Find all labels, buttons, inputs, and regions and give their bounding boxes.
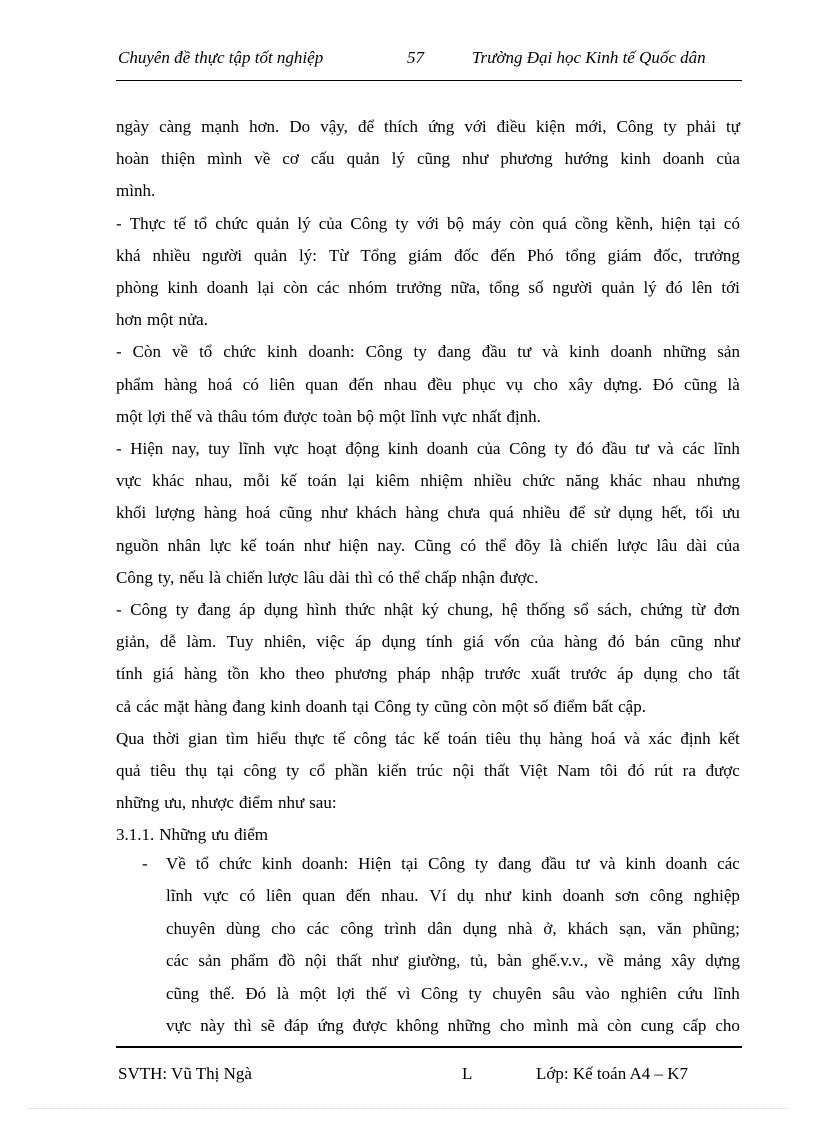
body-line: phẩm hàng hoá có liên quan đến nhau đều phục vụ cho xây dựng. Đó cũng là <box>116 375 740 394</box>
header-thesis-title: Chuyên đề thực tập tốt nghiệp <box>118 48 324 67</box>
footer-class: Lớp: Kế toán A4 – K7 <box>536 1064 689 1083</box>
body-line: cả các mặt hàng đang kinh doanh tại Công ty cũng còn một số điểm bất cập. <box>116 697 646 716</box>
footer-mid: L <box>462 1064 473 1083</box>
bullet-line: lĩnh vực có liên quan đến nhau. Ví dụ như kinh doanh sơn công nghiệp <box>166 886 740 905</box>
body-line: hoàn thiện mình về cơ cấu quản lý cũng như phương hướng kinh doanh của <box>116 149 740 168</box>
bullet-line: Về tổ chức kinh doanh: Hiện tại Công ty đang đầu tư và kinh doanh các <box>166 854 740 873</box>
body-line: tính giá hàng tồn kho theo phương pháp nhập trước xuất trước áp dụng cho tất <box>116 664 740 683</box>
body-line: ngày càng mạnh hơn. Do vậy, để thích ứng với điều kiện mới, Công ty phải tự <box>116 117 740 136</box>
body-line: - Còn về tổ chức kinh doanh: Công ty đang đầu tư và kinh doanh những sản <box>116 342 740 361</box>
bullet-line: vực này thì sẽ đáp ứng được không những cho mình mà còn cung cấp cho <box>166 1016 740 1035</box>
footer-student: SVTH: Vũ Thị Ngà <box>118 1064 252 1083</box>
body-line: phòng kinh doanh lại còn các nhóm trưởng nữa, tổng số người quản lý đó lên tới <box>116 278 740 297</box>
body-line: - Hiện nay, tuy lĩnh vực hoạt động kinh doanh của Công ty đó đầu tư và các lĩnh <box>116 439 740 458</box>
body-line: mình. <box>116 181 156 200</box>
body-line: nguồn nhân lực kế toán như hiện nay. Cũng có thể đõy là chiến lược lâu dài của <box>116 536 740 555</box>
body-line: những ưu, nhược điểm như sau: <box>116 793 337 812</box>
header-university: Trường Đại học Kinh tế Quốc dân <box>472 48 706 67</box>
body-line: - Thực tế tổ chức quản lý của Công ty với bộ máy còn quá cồng kềnh, hiện tại có <box>116 214 740 233</box>
page-edge <box>28 1108 788 1109</box>
body-line: Công ty, nếu là chiến lược lâu dài thì có thể chấp nhận được. <box>116 568 539 587</box>
body-line: quả tiêu thụ tại công ty cổ phần kiến trúc nội thất Việt Nam tôi đó rút ra được <box>116 761 740 780</box>
body-line: 3.1.1. Những ưu điểm <box>116 825 268 844</box>
bullet-line: các sản phẩm đồ nội thất như giường, tủ, bàn ghế.v.v., về mảng xây dựng <box>166 951 740 970</box>
header-page-number: 57 <box>407 48 424 67</box>
bullet-line: cũng thế. Đó là một lợi thế vì Công ty chuyên sâu vào nghiên cứu lĩnh <box>166 984 740 1003</box>
body-line: khá nhiều người quản lý: Từ Tổng giám đốc đến Phó tổng giám đốc, trưởng <box>116 246 740 265</box>
body-line: Qua thời gian tìm hiểu thực tế công tác kế toán tiêu thụ hàng hoá và xác định kết <box>116 729 740 748</box>
body-line: vực khác nhau, mỗi kế toán lại kiêm nhiệm nhiều chức năng khác nhau nhưng <box>116 471 740 490</box>
body-line: một lợi thế và thâu tóm được toàn bộ một lĩnh vực nhất định. <box>116 407 541 426</box>
footer-rule <box>116 1046 742 1048</box>
body-line: hơn một nửa. <box>116 310 208 329</box>
bullet-line: chuyên dùng cho các công trình dân dụng nhà ở, khách sạn, văn phũng; <box>166 919 740 938</box>
bullet-marker: - <box>142 854 148 873</box>
header-rule <box>116 80 742 81</box>
body-line: - Công ty đang áp dụng hình thức nhật ký chung, hệ thống sổ sách, chứng từ đơn <box>116 600 740 619</box>
body-line: khối lượng hàng hoá cũng như khách hàng chưa quá nhiều để sử dụng hết, tối ưu <box>116 503 740 522</box>
body-line: giản, dễ làm. Tuy nhiên, việc áp dụng tính giá vốn của hàng đó bán cũng như <box>116 632 740 651</box>
